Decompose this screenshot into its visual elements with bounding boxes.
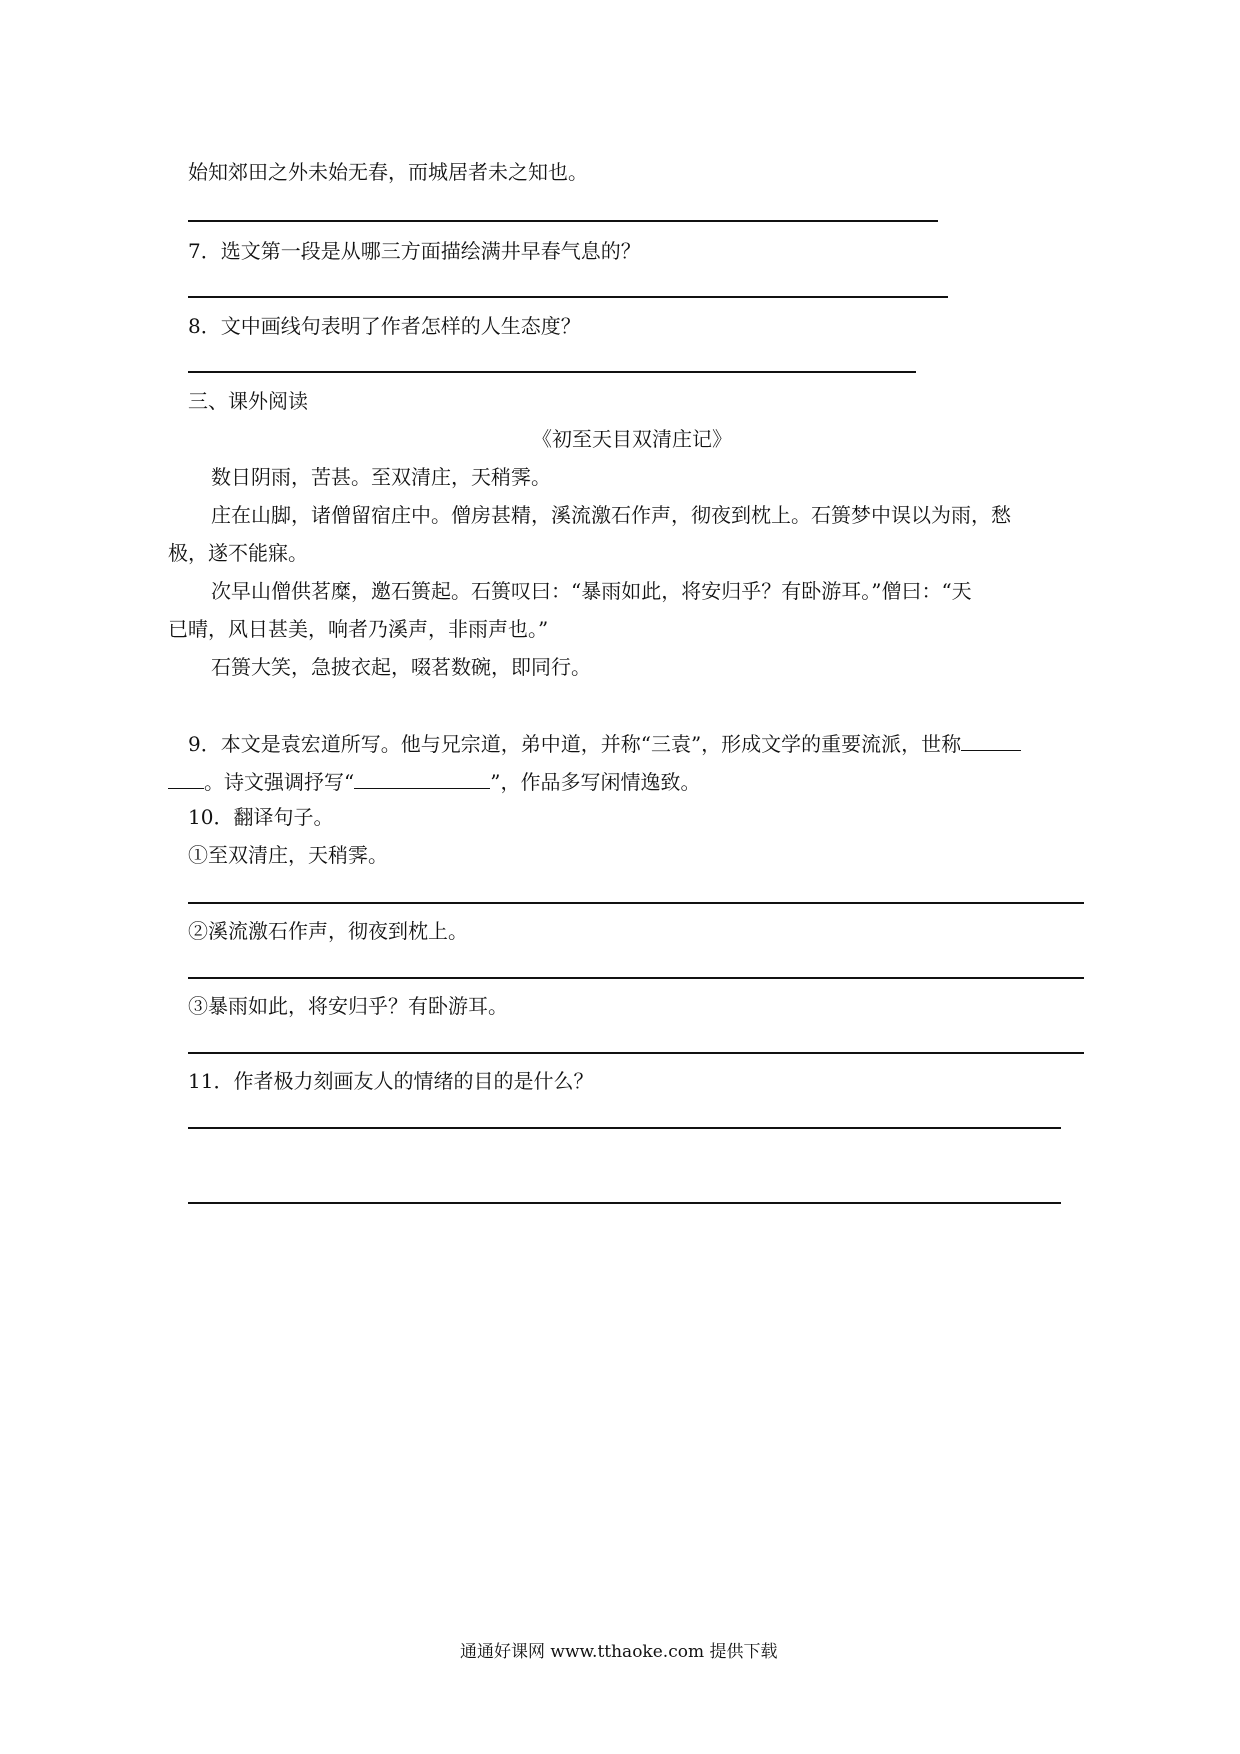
question-10-item: ③暴雨如此，将安归乎？有卧游耳。 [188, 994, 508, 1018]
passage-paragraph-cont: 极，遂不能寐。 [168, 541, 308, 565]
passage-paragraph: 庄在山脚，诸僧留宿庄中。僧房甚精，溪流激石作声，彻夜到枕上。石篑梦中误以为雨，愁 [211, 503, 1011, 527]
page-footer: 通通好课网 www.tthaoke.com 提供下载 [460, 1642, 778, 1662]
answer-line[interactable] [188, 902, 1084, 904]
question-9-text: 。诗文强调抒写“ [204, 770, 355, 794]
passage-paragraph: 数日阴雨，苦甚。至双清庄，天稍霁。 [211, 465, 551, 489]
question-8: 8．文中画线句表明了作者怎样的人生态度？ [188, 314, 581, 338]
answer-line[interactable] [188, 1127, 1061, 1129]
fill-blank[interactable] [961, 728, 1021, 751]
passage-paragraph: 石篑大笑，急披衣起，啜茗数碗，即同行。 [211, 655, 591, 679]
question-9-cont [168, 766, 700, 796]
question-9 [188, 728, 1021, 758]
answer-line[interactable] [188, 220, 938, 222]
question-11: 11．作者极力刻画友人的情绪的目的是什么？ [188, 1069, 594, 1093]
passage-title: 《初至天目双清庄记》 [532, 427, 732, 451]
question-10-item: ②溪流激石作声，彻夜到枕上。 [188, 919, 468, 943]
fill-blank[interactable] [354, 766, 490, 789]
question-7: 7．选文第一段是从哪三方面描绘满井早春气息的？ [188, 239, 641, 263]
question-10-item: ①至双清庄，天稍霁。 [188, 843, 388, 867]
answer-line[interactable] [188, 371, 916, 373]
question-9-text: 9．本文是袁宏道所写。他与兄宗道，弟中道，并称“三袁”，形成文学的重要流派，世称 [188, 732, 962, 756]
passage-paragraph-cont: 已晴，风日甚美，响者乃溪声，非雨声也。” [168, 617, 549, 641]
question-10: 10．翻译句子。 [188, 805, 334, 829]
answer-line[interactable] [188, 296, 948, 298]
answer-line[interactable] [188, 1052, 1084, 1054]
question-9-text: ”，作品多写闲情逸致。 [490, 770, 701, 794]
answer-line[interactable] [188, 1202, 1061, 1204]
answer-line[interactable] [188, 977, 1084, 979]
text-line-conclusion: 始知郊田之外未始无春，而城居者未之知也。 [188, 160, 588, 184]
fill-blank[interactable] [168, 766, 204, 789]
section-heading: 三、课外阅读 [188, 389, 308, 413]
passage-paragraph: 次早山僧供茗糜，邀石篑起。石篑叹曰：“暴雨如此，将安归乎？有卧游耳。”僧曰：“天 [211, 579, 972, 603]
